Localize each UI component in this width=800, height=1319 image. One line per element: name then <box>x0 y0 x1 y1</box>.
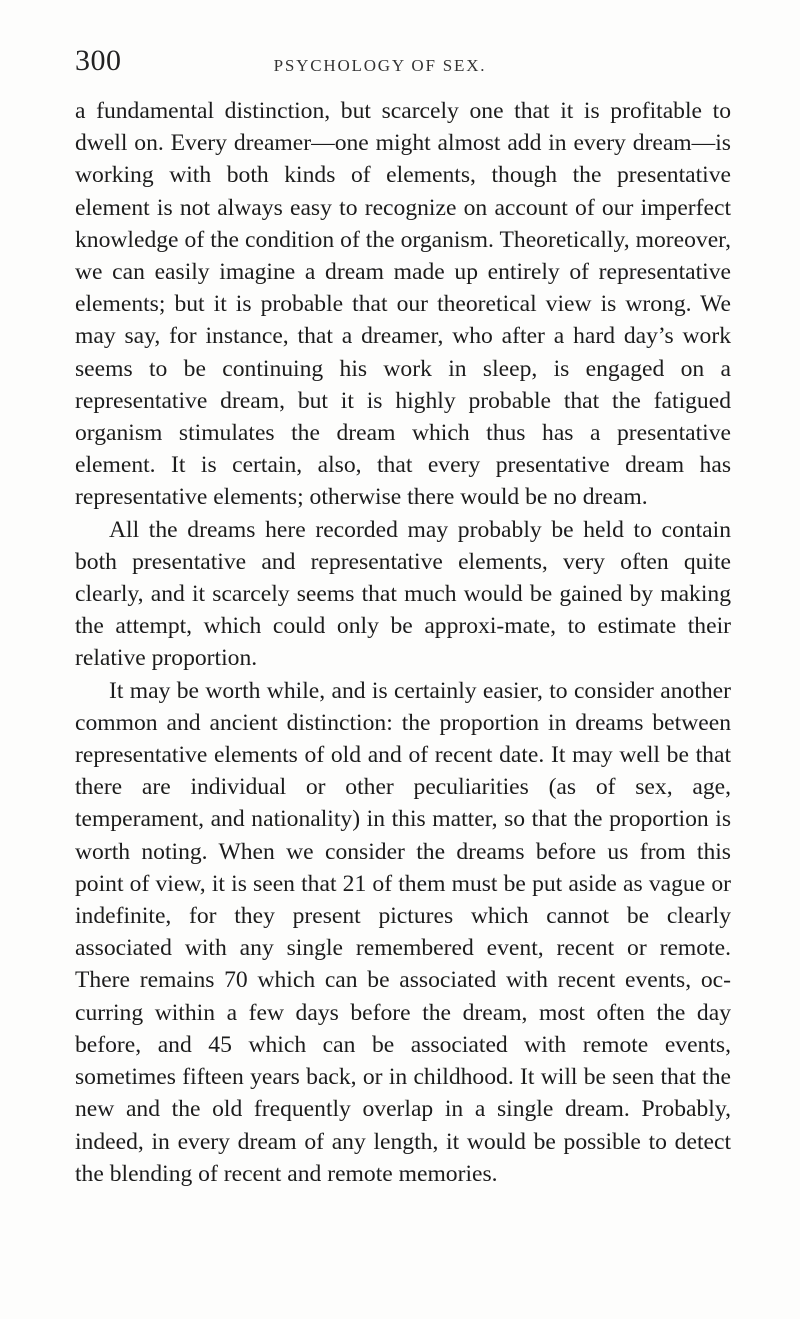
body-text <box>75 95 731 1190</box>
running-head: PSYCHOLOGY OF SEX. <box>273 56 487 75</box>
paragraph-3: It may be worth while, and is certainly easier, to consider another common and ancient distinction: the proportion in dreams between representative elements of old and of recent date. It may well be that there are individual or other peculiarities (as of sex, age, temperament, and nationality) in this matter, so that the proportion is worth noting. When we consider the dreams before us from this point of view, it is seen that 21 of them must be put aside as vague or indefinite, for they present pictures which cannot be clearly associated with any single remembered event, recent or remote. There remains 70 which can be associated with recent events, oc-curring within a few days before the dream, most often the day before, and 45 which can be associated with remote events, sometimes fifteen years back, or in childhood. It will be seen that the new and the old frequently overlap in a single dream. Probably, indeed, in every dream of any length, it would be possible to detect the blending of recent and remote memories. <box>75 677 731 1187</box>
paragraph-1: a fundamental distinction, but scarcely one that it is profitable to dwell on. Every dreamer—one might almost add in every dream—is working with both kinds of elements, though the presentative element is not always easy to recognize on account of our imperfect knowledge of the condition of the organism. Theoretically, moreover, we can easily imagine a dream made up entirely of representative elements; but it is probable that our theoretical view is wrong. We may say, for instance, that a dreamer, who after a hard day’s work seems to be continuing his work in sleep, is engaged on a representative dream, but it is highly probable that the fatigued organism stimulates the dream which thus has a presentative element. It is certain, also, that every presentative dream has representative elements; otherwise there would be no dream. <box>75 98 731 511</box>
page-header <box>75 44 725 84</box>
paragraph-2: All the dreams here recorded may probably be held to contain both presentative and representative elements, very often quite clearly, and it scarcely seems that much would be gained by making the attempt, which could only be approxi-mate, to estimate their relative proportion. <box>75 516 731 672</box>
page-number: 300 <box>75 44 122 77</box>
